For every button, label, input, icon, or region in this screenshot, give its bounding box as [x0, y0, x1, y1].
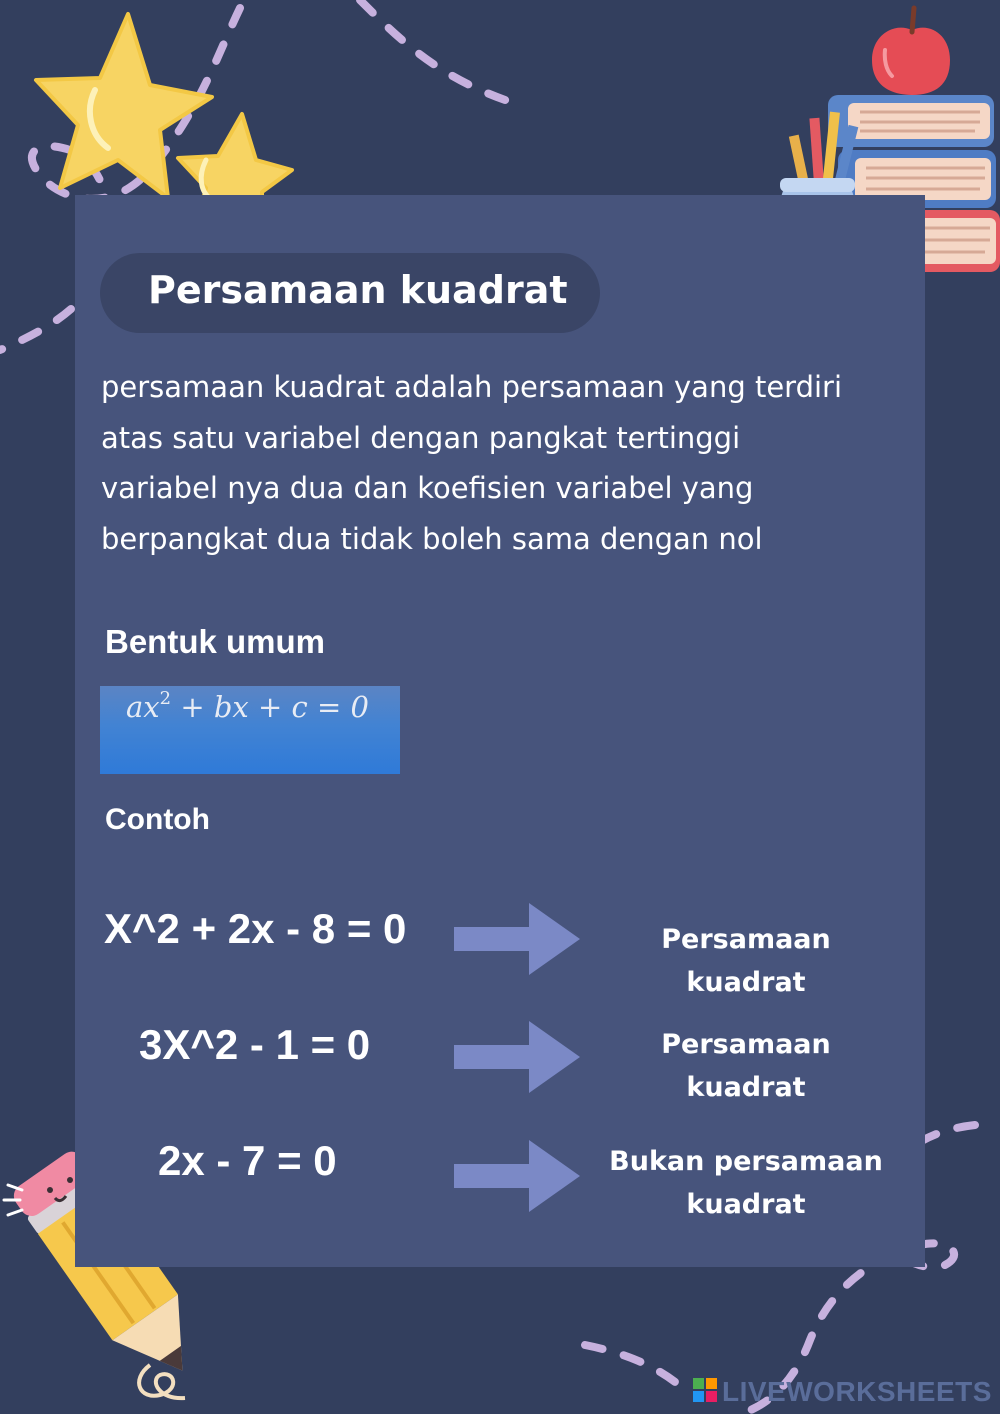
arrow-right-icon — [454, 1140, 580, 1212]
formula-a: ax — [126, 690, 160, 724]
formula-box — [100, 686, 400, 774]
example-result: Persamaan kuadrat — [661, 1029, 831, 1103]
brand-watermark: LIVEWORKSHEETS — [722, 1376, 992, 1407]
example-equation: 2x - 7 = 0 — [158, 1137, 337, 1184]
example-equation: X^2 + 2x - 8 = 0 — [104, 905, 407, 952]
description-line: variabel nya dua dan koefisien variabel yang — [101, 471, 754, 505]
example-result-line: Bukan persamaan — [609, 1146, 883, 1177]
general-formula — [126, 690, 369, 724]
formula-exponent: 2 — [159, 688, 172, 709]
examples-heading: Contoh — [105, 803, 210, 836]
arrow-right-icon — [454, 1021, 580, 1093]
description-line: berpangkat dua tidak boleh sama dengan nol — [101, 521, 763, 556]
example-equation: 3X^2 - 1 = 0 — [139, 1021, 371, 1068]
page-title: Persamaan kuadrat — [148, 268, 568, 312]
description-line: atas satu variabel dengan pangkat tertinggi — [101, 420, 741, 455]
example-result: Persamaan kuadrat — [661, 924, 831, 998]
general-form-heading: Bentuk umum — [105, 623, 326, 660]
liveworksheets-logo-icon — [693, 1378, 717, 1402]
formula-rest: + bx + c = 0 — [171, 690, 369, 724]
description-line: persamaan kuadrat adalah persamaan yang terdiri — [101, 370, 843, 404]
example-result-line: kuadrat — [686, 1189, 806, 1220]
description — [101, 362, 916, 564]
arrow-right-icon — [454, 903, 580, 975]
example-result — [598, 1140, 894, 1226]
